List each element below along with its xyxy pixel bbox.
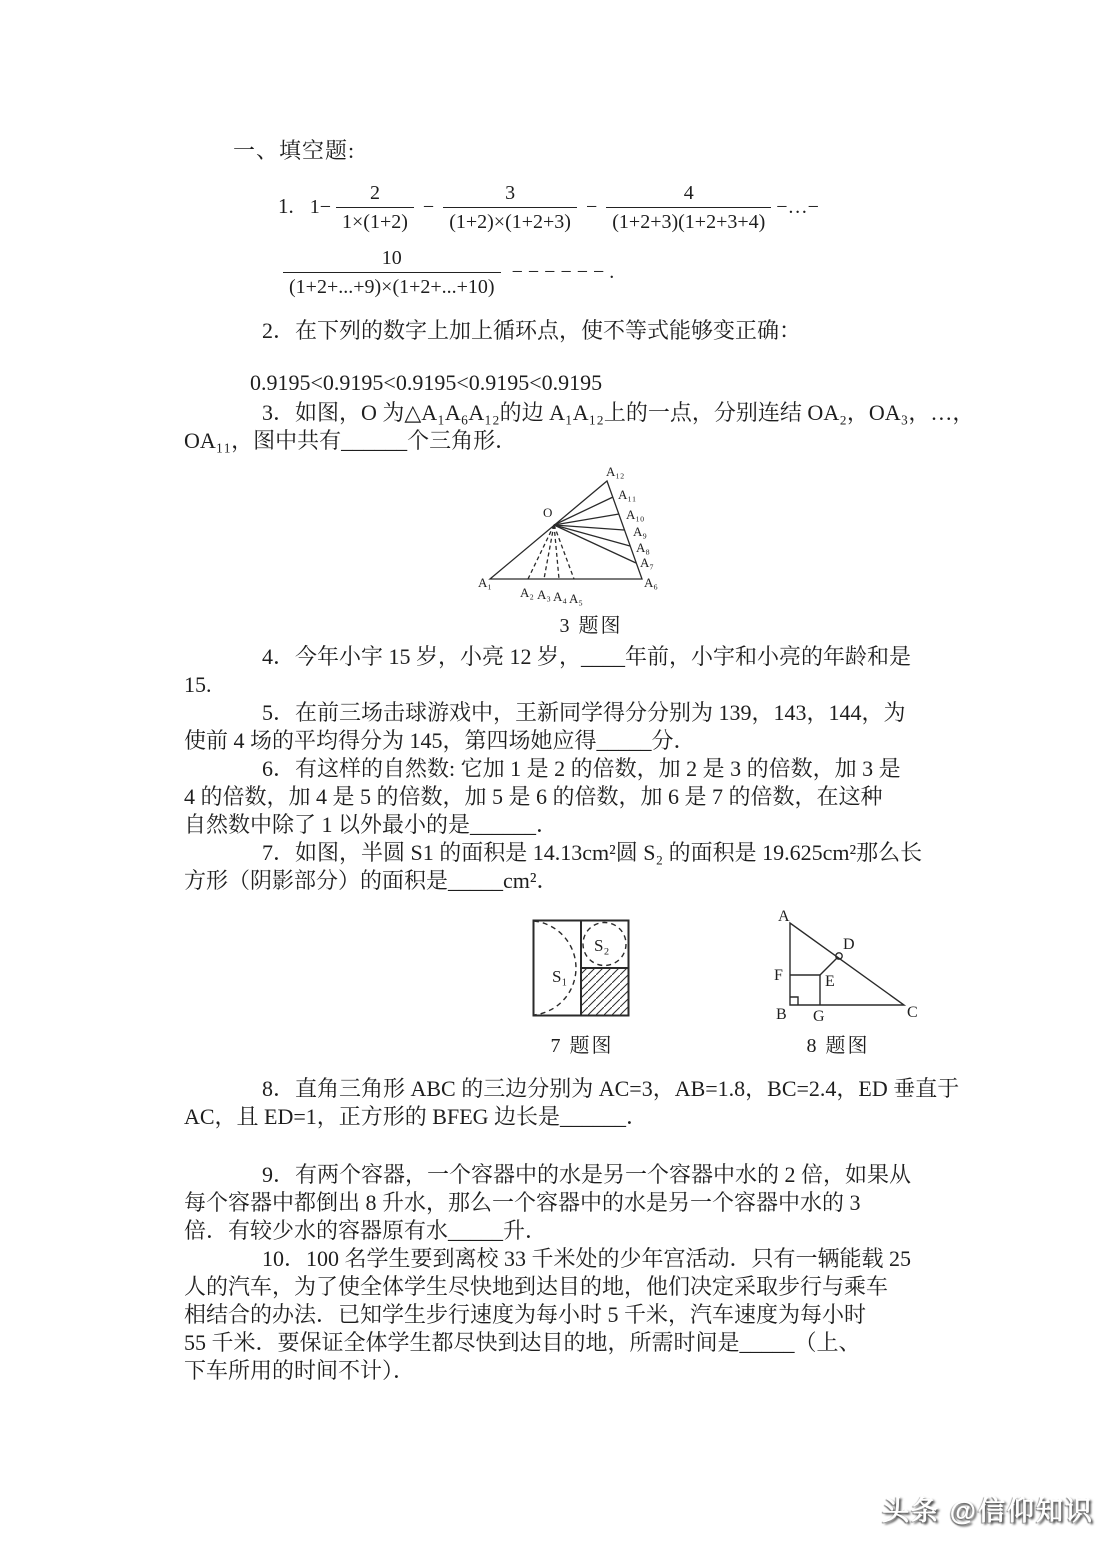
fig3-label-A12: A₁₂ bbox=[606, 464, 625, 479]
figure-8-caption: 8 题图 bbox=[806, 1035, 870, 1057]
question-1-formula-line-1 bbox=[184, 177, 934, 237]
question-10-line-4: 55 千米．要保证全体学生都尽快到达目的地，所需时间是_____（上、 bbox=[184, 1330, 861, 1355]
fig3-label-A9: A₉ bbox=[633, 524, 647, 539]
question-10-line-2: 人的汽车，为了使全体学生尽快地到达目的地，他们决定采取步行与乘车 bbox=[184, 1274, 889, 1299]
question-4-line-1: 4．今年小宇 15 岁，小亮 12 岁，____年前，小宇和小亮的年龄和是 bbox=[262, 644, 912, 669]
question-10-line-3: 相结合的办法．已知学生步行速度为每小时 5 千米，汽车速度为每小时 bbox=[184, 1302, 867, 1327]
fig3-label-A5: A₅ bbox=[569, 591, 583, 606]
question-4-line-2: 15. bbox=[184, 672, 212, 697]
question-7-line-1: 7．如图，半圆 S1 的面积是 14.13cm²圆 S₂ 的面积是 19.625cm²那么长 bbox=[262, 840, 923, 865]
figures-row bbox=[532, 909, 934, 1059]
question-9-line-1: 9．有两个容器，一个容器中的水是另一个容器中水的 2 倍，如果从 bbox=[262, 1162, 912, 1187]
fig3-label-A8: A₈ bbox=[636, 540, 650, 555]
question-10 bbox=[184, 1245, 934, 1385]
fig8-label-G: G bbox=[813, 1008, 825, 1025]
q1-answer-blank: −−−−−−. bbox=[511, 261, 620, 283]
figure-3-caption: 3 题图 bbox=[559, 615, 623, 637]
question-10-line-5: 下车所用的时间不计）． bbox=[184, 1358, 416, 1383]
right-triangle-square-diagram bbox=[754, 909, 922, 1031]
fig3-label-A7: A₇ bbox=[640, 555, 654, 570]
q1-fraction-2-denominator: (1+2)×(1+2+3) bbox=[443, 207, 577, 233]
fig8-label-A: A bbox=[778, 909, 790, 925]
question-6-line-2: 4 的倍数，加 4 是 5 的倍数，加 5 是 6 的倍数，加 6 是 7 的倍数，在这种 bbox=[184, 784, 883, 809]
q1-fraction-2-numerator: 3 bbox=[505, 181, 516, 204]
fig3-label-A2: A₂ bbox=[520, 585, 534, 600]
question-8-line-1: 8．直角三角形 ABC 的三边分别为 AC=3，AB=1.8，BC=2.4，ED 垂直于 bbox=[262, 1076, 960, 1101]
question-3-line-2: OA₁₁，图中共有______个三角形． bbox=[184, 428, 518, 453]
q1-fraction-1-numerator: 2 bbox=[369, 181, 380, 204]
question-3-line-1: 3．如图，O 为△A₁A₆A₁₂的边 A₁A₁₂上的一点，分别连结 OA₂，OA₃，…， bbox=[262, 400, 975, 425]
q1-minus-1: − bbox=[422, 196, 435, 218]
q1-fraction-3 bbox=[606, 182, 771, 233]
figure-question-7 bbox=[532, 919, 632, 1059]
question-1 bbox=[184, 177, 934, 303]
question-9 bbox=[184, 1161, 934, 1245]
fig3-label-A4: A₄ bbox=[553, 589, 567, 604]
triangle-fan-diagram bbox=[476, 461, 706, 611]
question-1-number: 1. bbox=[278, 194, 294, 219]
fig3-label-A1: A₁ bbox=[478, 575, 492, 590]
q1-fraction-1-denominator: 1×(1+2) bbox=[336, 207, 414, 233]
question-6-line-1: 6．有这样的自然数: 它加 1 是 2 的倍数，加 2 是 3 的倍数，加 3 是 bbox=[262, 756, 901, 781]
fig3-label-O: O bbox=[543, 505, 553, 520]
question-8-line-2: AC，且 ED=1，正方形的 BFEG 边长是______． bbox=[184, 1104, 649, 1129]
question-10-line-1: 10．100 名学生要到离校 33 千米处的少年宫活动．只有一辆能载 25 bbox=[262, 1246, 912, 1271]
q1-fraction-1 bbox=[336, 182, 414, 233]
question-2-text: 2．在下列的数字上加上循环点，使不等式能够变正确： bbox=[262, 318, 802, 343]
question-9-line-2: 每个容器中都倒出 8 升水，那么一个容器中的水是另一个容器中水的 3 bbox=[184, 1190, 861, 1215]
question-5-line-1: 5．在前三场击球游戏中，王新同学得分分别为 139，143，144，为 bbox=[262, 700, 906, 725]
question-2 bbox=[184, 317, 934, 397]
q1-fraction-2 bbox=[443, 182, 577, 233]
square-circles-diagram bbox=[532, 919, 630, 1017]
question-7 bbox=[184, 839, 934, 895]
q1-fraction-3-denominator: (1+2+3)(1+2+3+4) bbox=[606, 207, 771, 233]
figure-question-8 bbox=[754, 909, 922, 1059]
fig8-label-D: D bbox=[843, 936, 855, 953]
q1-fraction-4-denominator: (1+2+...+9)×(1+2+...+10) bbox=[283, 272, 501, 298]
question-2-inequality: 0.9195<0.9195<0.9195<0.9195<0.9195 bbox=[250, 370, 603, 395]
figure-7-caption: 7 题图 bbox=[550, 1035, 614, 1057]
fig8-label-C: C bbox=[907, 1004, 918, 1021]
question-3 bbox=[184, 399, 975, 455]
q1-lead-term: 1− bbox=[309, 196, 332, 218]
question-4 bbox=[184, 643, 934, 699]
question-8 bbox=[184, 1075, 960, 1131]
fig3-label-A10: A₁₀ bbox=[626, 507, 645, 522]
q1-fraction-4-numerator: 10 bbox=[381, 246, 402, 269]
figure-question-3 bbox=[476, 461, 706, 639]
question-6 bbox=[184, 755, 934, 839]
q1-minus-2: − bbox=[585, 196, 598, 218]
question-5-line-2: 使前 4 场的平均得分为 145，第四场她应得_____分． bbox=[184, 728, 696, 753]
question-1-formula-line-2 bbox=[184, 241, 934, 303]
question-9-line-3: 倍．有较少水的容器原有水_____升． bbox=[184, 1218, 548, 1243]
q1-ellipsis-tail: −…− bbox=[776, 196, 819, 218]
fig3-label-A3: A₃ bbox=[537, 587, 551, 602]
watermark: 头条 @信仰知识 bbox=[882, 1496, 1094, 1526]
question-6-line-3: 自然数中除了 1 以外最小的是______． bbox=[184, 812, 559, 837]
fig3-label-A11: A₁₁ bbox=[618, 487, 637, 502]
q1-fraction-4 bbox=[283, 247, 501, 298]
fig3-label-A6: A₆ bbox=[644, 575, 658, 590]
fig8-label-B: B bbox=[776, 1006, 787, 1023]
question-5 bbox=[184, 699, 934, 755]
fig7-label-S2: S₂ bbox=[594, 936, 610, 955]
question-7-line-2: 方形（阴影部分）的面积是_____cm²． bbox=[184, 868, 559, 893]
document-content bbox=[184, 137, 975, 1385]
fig7-label-S1: S₁ bbox=[552, 967, 568, 986]
section-title: 一、填空题: bbox=[233, 138, 356, 163]
q1-fraction-3-numerator: 4 bbox=[683, 181, 694, 204]
spacer bbox=[184, 1131, 934, 1161]
fig8-label-F: F bbox=[774, 967, 783, 984]
spacer bbox=[184, 345, 934, 369]
fig8-label-E: E bbox=[825, 973, 835, 990]
